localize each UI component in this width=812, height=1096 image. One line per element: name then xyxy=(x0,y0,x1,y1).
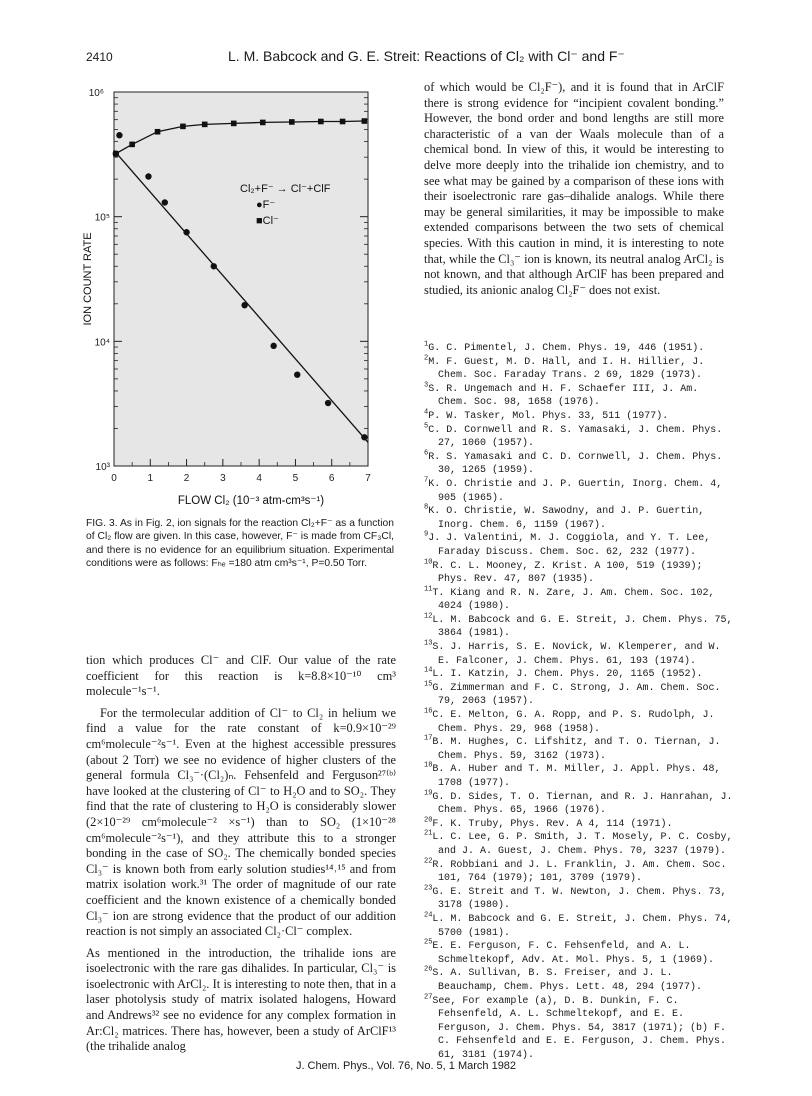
running-title: L. M. Babcock and G. E. Streit: Reactions of Cl₂ with Cl⁻ and F⁻ xyxy=(228,48,625,64)
reference-number: 7 xyxy=(424,476,429,485)
reference-number: 22 xyxy=(424,857,433,866)
reference-number: 21 xyxy=(424,830,433,839)
reference-number: 13 xyxy=(424,639,433,648)
cl-minus-data-point xyxy=(318,119,324,125)
reference-text: See, For example (a), D. B. Dunkin, F. C. Fehsenfeld, A. L. Schmeltekopf, and E. E. Ferguson, J. Chem. Phys. 54, 3817 (1971); (b) F. C. Fehsenfeld and E. E. Ferguson, J. Chem. Phys. 61, 3181 (1974). xyxy=(432,995,727,1061)
figure-caption: FIG. 3. As in Fig. 2, ion signals for the reaction Cl₂+F⁻ as a function of Cl₂ flow are given. In this case, however, F⁻ is made from CF₃Cl, and there is no evidence for an equilibrium situation. Experimental conditions were as follows: Fₕₑ =180 atm cm³s⁻¹, P=0.50 Torr. xyxy=(86,518,394,570)
reference-number: 23 xyxy=(424,884,433,893)
y-tick-label: 10⁵ xyxy=(94,212,110,224)
reference-number: 6 xyxy=(424,449,429,458)
reference-text: L. M. Babcock and G. E. Streit, J. Chem. Phys. 75, 3864 (1981). xyxy=(432,614,733,640)
x-tick-label: 4 xyxy=(256,473,262,484)
plot-area xyxy=(114,92,368,466)
reference-text: C. D. Cornwell and R. S. Yamasaki, J. Chem. Phys. 27, 1060 (1957). xyxy=(428,424,723,450)
reference-text: L. C. Lee, G. P. Smith, J. T. Mosely, P. C. Cosby, and J. A. Guest, J. Chem. Phys. 70, 3237 (1979). xyxy=(432,832,733,857)
f-minus-data-point xyxy=(270,343,276,349)
y-tick-label: 10³ xyxy=(95,462,110,473)
reference-item xyxy=(424,709,734,736)
reference-number: 25 xyxy=(424,938,433,947)
reference-number: 14 xyxy=(424,666,433,675)
reference-text: G. Zimmerman and F. C. Strong, J. Am. Chem. Soc. 79, 2063 (1957). xyxy=(432,682,721,708)
reaction-annotation: Cl₂+F⁻ → Cl⁻+ClF xyxy=(240,183,331,195)
reference-number: 5 xyxy=(424,422,429,431)
reference-number: 9 xyxy=(424,530,429,539)
journal-footer: J. Chem. Phys., Vol. 76, No. 5, 1 March 1982 xyxy=(295,1060,517,1072)
reference-item xyxy=(424,424,734,451)
reference-item xyxy=(424,668,734,682)
reference-item xyxy=(424,383,734,410)
body-text-right-column: of which would be Cl₂F⁻), and it is found that in ArClF there is strong evidence for “incipient covalent bonding.” However, the bond order and bond lengths are still more characteristic of a van der Waals molecule than of a chemical bond. In view of this, it would be interesting to delve more deeply into the trihalide ion chemistry, and to see what may be gained by a comparison of these ions with their isoelectronic rare gas–dihalide analogs. While there may be general similarities, it may be impossible to make extended comparisons between the two sets of chemical species. With this caution in mind, it is interesting to note that, while the Cl₃⁻ ion is known, its neutral analog ArCl₂ is not known, and that although ArClF has been prepared and studied, its anionic analog Cl₂F⁻ does not exist. xyxy=(424,80,724,297)
x-tick-label: 0 xyxy=(111,473,117,484)
f-minus-data-point xyxy=(145,173,151,179)
x-axis-label: FLOW Cl₂ (10⁻³ atm-cm³s⁻¹) xyxy=(177,495,325,507)
cl-minus-data-point xyxy=(155,129,161,135)
paragraph: For the termolecular addition of Cl⁻ to Cl₂ in helium we find a value for the rate constant of k=0.9×10⁻²⁹ cm⁶molecule⁻²s⁻¹. Even at the highest accessible pressures (about 2 Torr) we see no evidence of higher clusters of the general formula Cl₃⁻·(Cl₂)ₙ. Fehsenfeld and Ferguson²⁷⁽ᵇ⁾ have looked at the clustering of Cl⁻ to H₂O and to SO₂. They find that the rate of clustering to H₂O is considerably slower (2×10⁻²⁹ cm⁶molecule⁻² ×s⁻¹) than to SO₂ (1×10⁻²⁸ cm⁶molecule⁻²s⁻¹), and they attribute this to a stronger bonding in the case of SO₂. The chemically bonded species Cl₃⁻ is known both from early solution studies¹⁴˒¹⁵ and from matrix isolation work.³¹ The order of magnitude of our rate coefficient and the known existence of a chemically bonded Cl₃⁻ ion are strong evidence that the product of our addition reaction is not simply an associated Cl₂·Cl⁻ complex. xyxy=(86,705,396,939)
reference-number: 11 xyxy=(424,585,433,594)
reference-text: B. M. Hughes, C. Lifshitz, and T. O. Tiernan, J. Chem. Phys. 59, 3162 (1973). xyxy=(432,737,721,762)
page-number: 2410 xyxy=(86,50,113,64)
reference-item xyxy=(424,791,734,818)
cl-minus-data-point xyxy=(129,142,135,148)
reference-item xyxy=(424,587,734,614)
reference-text: K. O. Christie and J. P. Guertin, Inorg. Chem. 4, 905 (1965). xyxy=(428,478,723,504)
reference-number: 8 xyxy=(424,503,429,512)
reference-text: S. A. Sullivan, B. S. Freiser, and J. L. Beauchamp, Chem. Phys. Lett. 48, 294 (1977). xyxy=(432,968,703,993)
reference-item xyxy=(424,913,734,940)
reference-item xyxy=(424,410,734,424)
y-axis-label: ION COUNT RATE xyxy=(82,232,94,326)
reference-item xyxy=(424,356,734,383)
reference-number: 1 xyxy=(424,340,429,349)
cl-minus-data-point xyxy=(231,121,237,127)
f-minus-data-point xyxy=(361,434,367,440)
x-tick-label: 3 xyxy=(220,473,226,484)
reference-number: 15 xyxy=(424,680,433,689)
f-minus-data-point xyxy=(183,229,189,235)
reference-text: B. A. Huber and T. M. Miller, J. Appl. Phys. 48, 1708 (1977). xyxy=(432,764,721,789)
paragraph: tion which produces Cl⁻ and ClF. Our value of the rate coefficient for this reaction is k=8.8×10⁻¹⁰ cm³ molecule⁻¹s⁻¹. xyxy=(86,653,396,699)
reference-text: E. E. Ferguson, F. C. Fehsenfeld, and A. L. Schmeltekopf, Adv. At. Mol. Phys. 5, 1 (1969). xyxy=(432,941,715,966)
reference-text: L. I. Katzin, J. Chem. Phys. 20, 1165 (1952). xyxy=(432,669,703,681)
cl-minus-data-point xyxy=(113,151,119,157)
cl-minus-data-point xyxy=(180,124,186,130)
reference-number: 12 xyxy=(424,612,433,621)
reference-number: 24 xyxy=(424,911,433,920)
reference-item xyxy=(424,614,734,641)
reference-text: F. K. Truby, Phys. Rev. A 4, 114 (1971). xyxy=(432,818,673,830)
x-tick-label: 5 xyxy=(292,473,299,484)
reference-item xyxy=(424,763,734,790)
legend-entry-cl-minus: ■Cl⁻ xyxy=(256,215,279,227)
reference-item xyxy=(424,940,734,967)
legend-entry-f-minus: ●F⁻ xyxy=(256,199,276,211)
cl-minus-data-point xyxy=(362,118,368,124)
x-tick-label: 2 xyxy=(183,473,190,484)
reference-item xyxy=(424,532,734,559)
reference-text: J. J. Valentini, M. J. Coggiola, and Y. T. Lee, Faraday Discuss. Chem. Soc. 62, 232 (1977). xyxy=(428,533,711,558)
reference-text: P. W. Tasker, Mol. Phys. 33, 511 (1977). xyxy=(428,410,669,422)
reference-text: R. C. L. Mooney, Z. Krist. A 100, 519 (1939); Phys. Rev. 47, 807 (1935). xyxy=(432,560,703,586)
y-tick-label: 10⁴ xyxy=(94,337,110,349)
reference-number: 27 xyxy=(424,993,433,1002)
cl-minus-data-point xyxy=(340,119,346,125)
reference-item xyxy=(424,859,734,886)
reference-text: C. E. Melton, G. A. Ropp, and P. S. Rudolph, J. Chem. Phys. 29, 968 (1958). xyxy=(432,710,715,735)
f-minus-data-point xyxy=(116,132,122,138)
f-minus-data-point xyxy=(211,263,217,269)
f-minus-data-point xyxy=(294,371,300,377)
reference-text: G. C. Pimentel, J. Chem. Phys. 19, 446 (1951). xyxy=(428,343,705,354)
reference-text: R. Robbiani and J. L. Franklin, J. Am. Chem. Soc. 101, 764 (1979); 101, 3709 (1979). xyxy=(432,859,727,885)
reference-item xyxy=(424,641,734,668)
f-minus-data-point xyxy=(162,199,168,205)
x-tick-label: 6 xyxy=(328,473,335,484)
reference-text: G. E. Streit and T. W. Newton, J. Chem. Phys. 73, 3178 (1980). xyxy=(432,886,727,912)
reference-item xyxy=(424,342,734,356)
cl-minus-data-point xyxy=(202,122,208,128)
reference-number: 19 xyxy=(424,789,433,798)
reference-item xyxy=(424,995,734,1063)
reference-item xyxy=(424,451,734,478)
reference-text: S. R. Ungemach and H. F. Schaefer III, J. Am. Chem. Soc. 98, 1658 (1976). xyxy=(428,383,699,409)
reference-number: 18 xyxy=(424,762,433,771)
reference-number: 3 xyxy=(424,381,429,390)
reference-item xyxy=(424,967,734,994)
y-tick-label: 10⁶ xyxy=(88,88,104,99)
body-text-left-column xyxy=(86,653,396,1061)
reference-item xyxy=(424,736,734,763)
reference-text: R. S. Yamasaki and C. D. Cornwell, J. Chem. Phys. 30, 1265 (1959). xyxy=(428,451,723,477)
reference-number: 2 xyxy=(424,354,429,363)
reference-item xyxy=(424,560,734,587)
reference-item xyxy=(424,682,734,709)
reference-text: S. J. Harris, S. E. Novick, W. Klemperer, and W. E. Falconer, J. Chem. Phys. 61, 193 (1974). xyxy=(432,642,721,667)
reference-list xyxy=(424,342,734,1062)
paragraph: As mentioned in the introduction, the trihalide ions are isoelectronic with the rare gas dihalides. In particular, Cl₃⁻ is isoelectronic with ArCl₂. It is interesting to note then, that in a laser photolysis study of matrix isolated halogens, Howard and Andrews³² see no evidence for any complex formation in Ar:Cl₂ matrices. There has, however, been a study of ArClF¹³ (the trihalide analog xyxy=(86,945,396,1054)
reference-item xyxy=(424,886,734,913)
f-minus-data-point xyxy=(241,302,247,308)
reference-text: L. M. Babcock and G. E. Streit, J. Chem. Phys. 74, 5700 (1981). xyxy=(432,913,733,939)
reference-item xyxy=(424,478,734,505)
reference-text: M. F. Guest, M. D. Hall, and I. H. Hillier, J. Chem. Soc. Faraday Trans. 2 69, 1829 (1973). xyxy=(428,356,705,382)
f-minus-data-point xyxy=(325,400,331,406)
reference-item xyxy=(424,818,734,832)
reference-number: 16 xyxy=(424,707,433,716)
reference-text: G. D. Sides, T. O. Tiernan, and R. J. Hanrahan, J. Chem. Phys. 65, 1966 (1976). xyxy=(432,791,733,817)
reference-item xyxy=(424,505,734,532)
reference-item xyxy=(424,831,734,858)
reference-text: T. Kiang and R. N. Zare, J. Am. Chem. Soc. 102, 4024 (1980). xyxy=(432,587,715,613)
figure-3-chart xyxy=(82,84,382,512)
reference-number: 17 xyxy=(424,734,433,743)
x-tick-label: 7 xyxy=(365,473,371,484)
reference-number: 20 xyxy=(424,816,433,825)
reference-number: 4 xyxy=(424,408,429,417)
cl-minus-data-point xyxy=(289,119,295,125)
reference-text: K. O. Christie, W. Sawodny, and J. P. Guertin, Inorg. Chem. 6, 1159 (1967). xyxy=(428,506,705,531)
x-tick-label: 1 xyxy=(147,473,154,484)
reference-number: 26 xyxy=(424,965,433,974)
reference-number: 10 xyxy=(424,558,433,567)
cl-minus-data-point xyxy=(260,120,266,126)
